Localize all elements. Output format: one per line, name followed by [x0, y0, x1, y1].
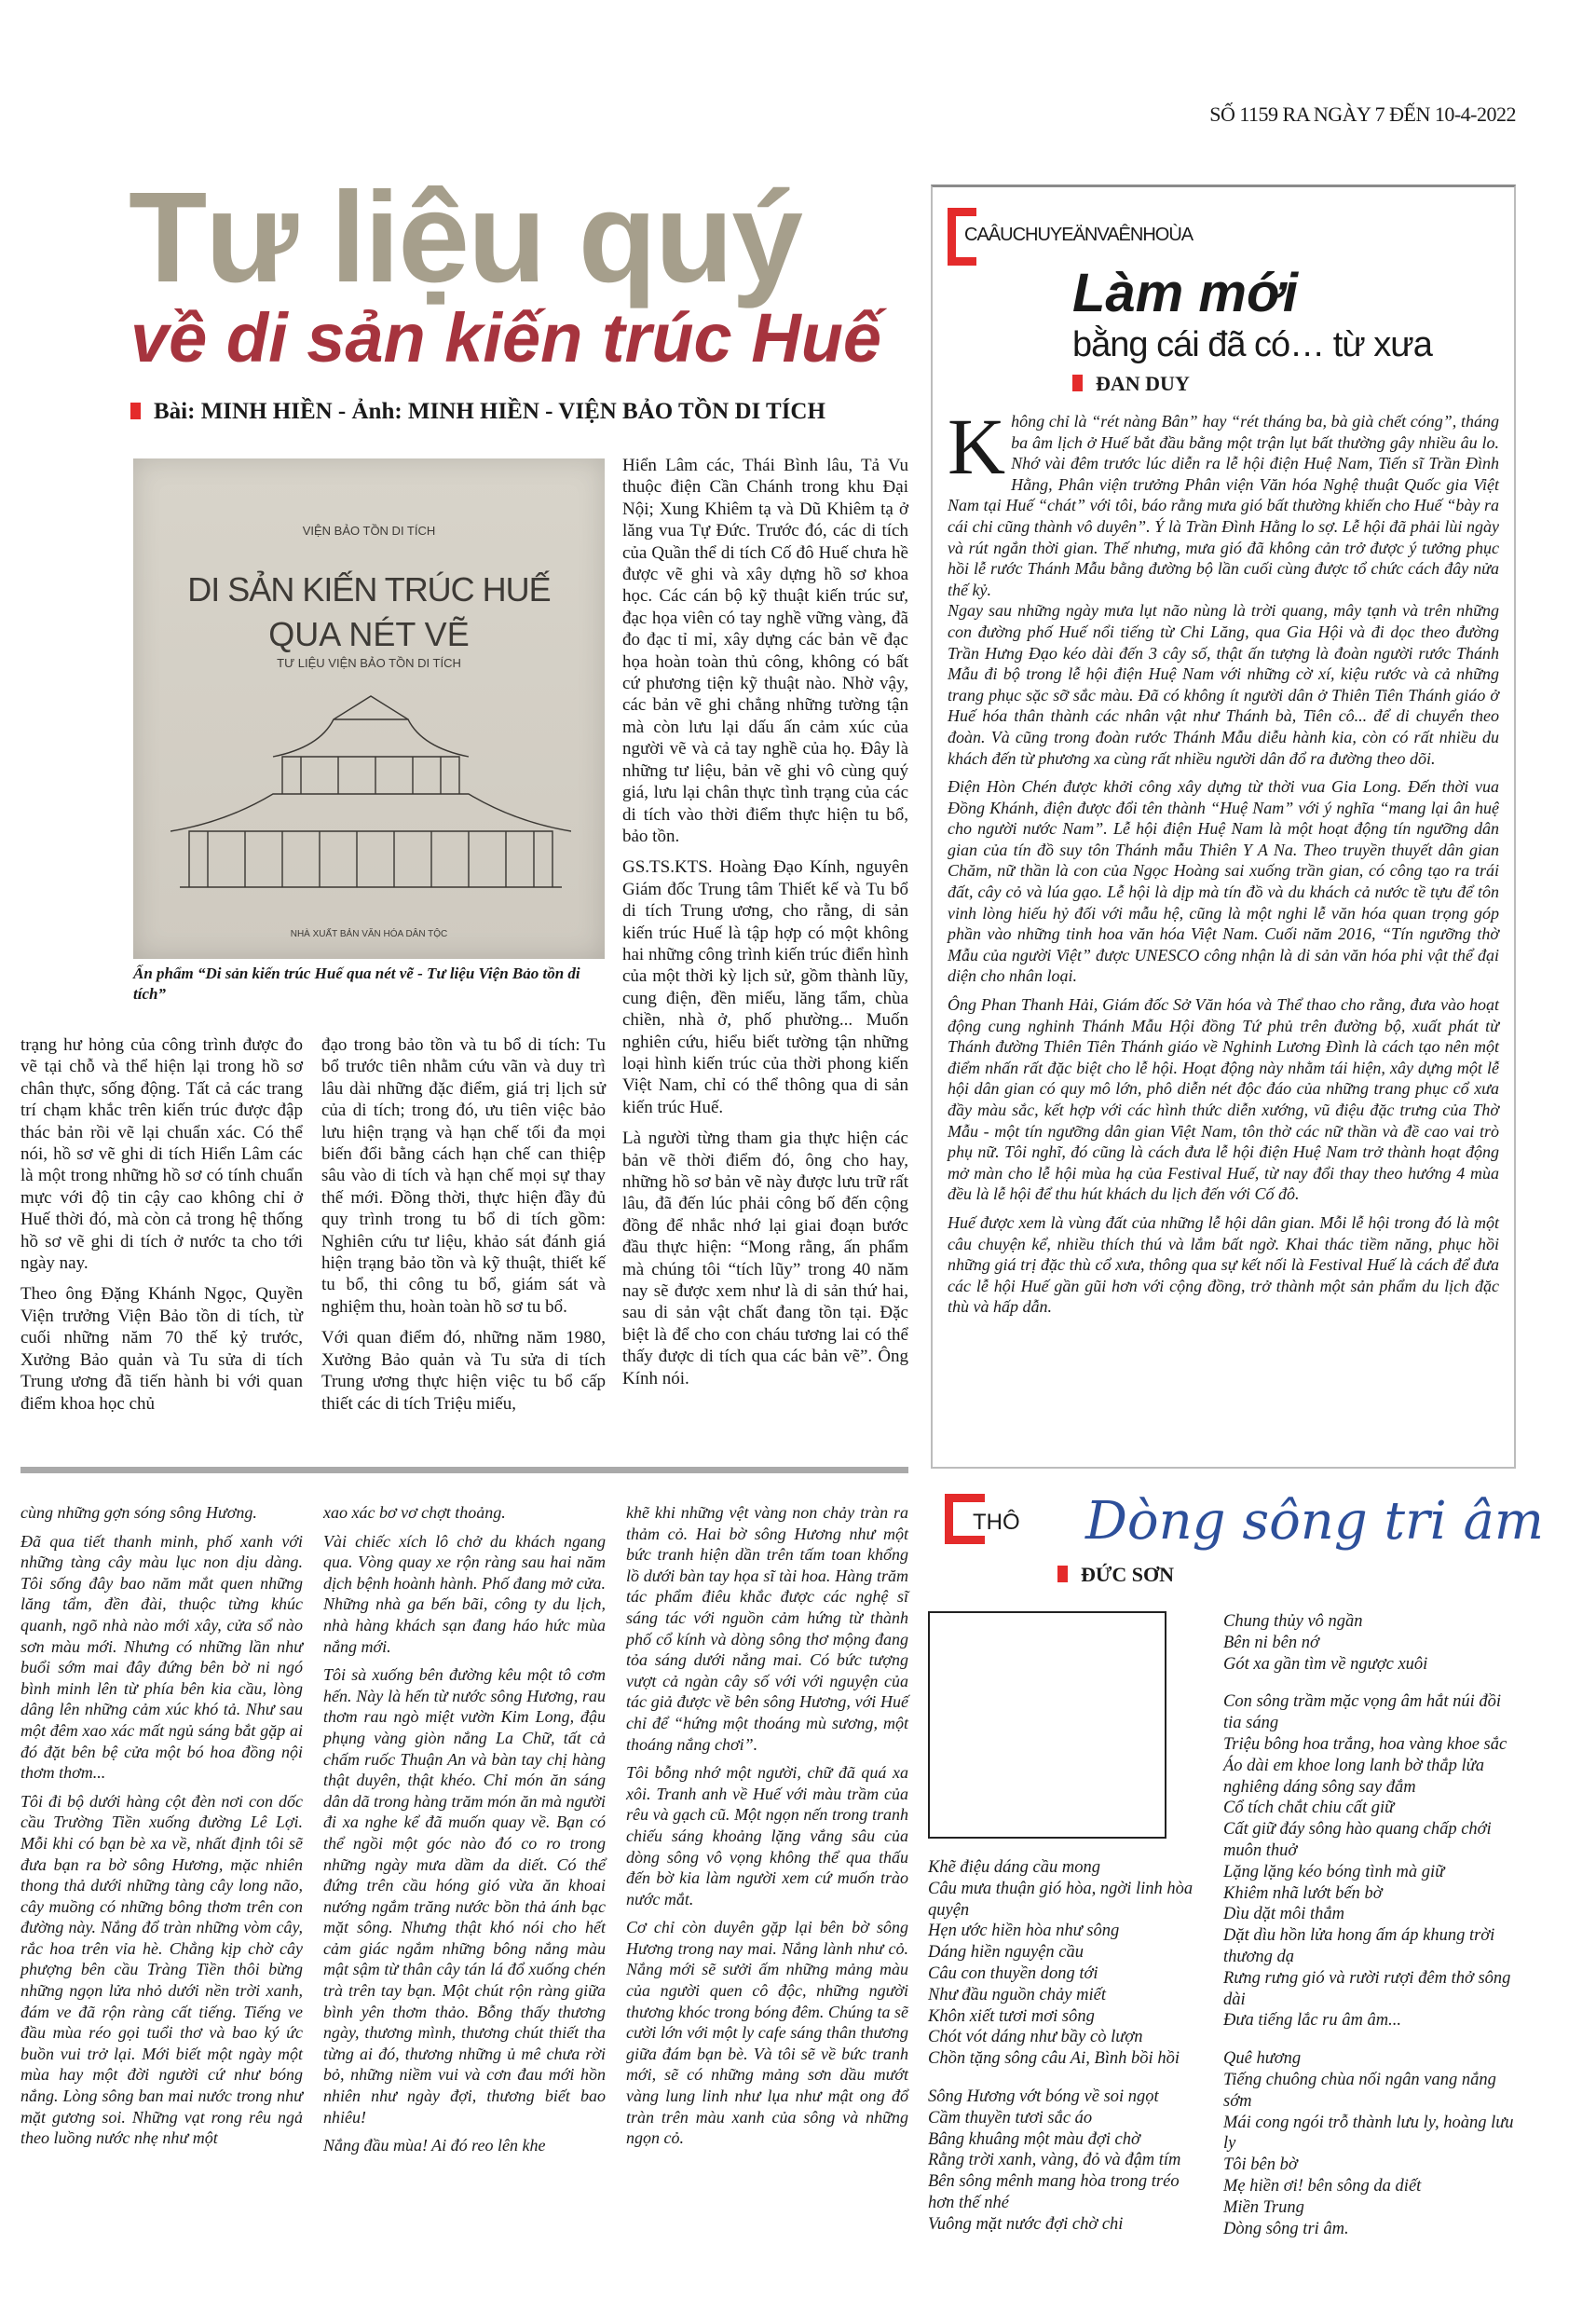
poem-section-label: THÔ [973, 1510, 1020, 1535]
paragraph: Đã qua tiết thanh minh, phố xanh với những tàng cây màu lục non dịu dàng. Tôi sống đây bao năm mắt quen những lăng tẩm, đền đài, thuộc từng khúc quanh, ngõ nhà nào mới xây, cửa sổ nào sơn màu mới. Nhưng có những lần như buổi sớm mai đây đứng bên bờ ni ngó bình minh lên từ phía bên kia cầu, lòng dâng lên những cảm xúc khó tả. Như sau một đêm xao xác mất ngủ sáng bắt gặp ai đó đặt bên bệ cửa một bó hoa đồng nội thơm thơm... [20, 1531, 303, 1783]
essay-column-2 [323, 1502, 606, 2164]
poem-line: Bên ni bên nớ [1223, 1633, 1319, 1652]
byline-text: Bài: MINH HIỀN - Ảnh: MINH HIỀN - VIỆN BẢO TỒN DI TÍCH [154, 399, 825, 424]
paragraph: Tôi đi bộ dưới hàng cột đèn nơi con dốc cầu Trường Tiền xuống đường Lê Lợi. Mỗi khi có bạn bè xa về, nhất định tôi sẽ đưa bạn ra bờ sông Hương, mặc nhiên thong thả dưới những tàng cây long não, cây muồng có những bông thơm trên con đường này. Nắng đổ tràn những vòm cây, rắc hoa trên vỉa hè. Chẳng kịp chờ cây phượng bên cầu Tràng Tiền thôi bừng những ngọn lửa nhỏ dưới nền trời xanh, đám ve đã rộn ràng cất tiếng. Tiếng ve đầu mùa réo gọi tuổi thơ và bao ký ức buồn vui trở lại. Mới biết một ngày một mùa hay một đời người cứ như bóng nắng. Lòng sông ban mai nước trong như mặt gương soi. Những vạt rong rêu ngả theo luồng nước nhẹ như một [20, 1791, 303, 2148]
paragraph: Ông Phan Thanh Hải, Giám đốc Sở Văn hóa và Thể thao cho rằng, đưa vào hoạt động cung nghinh Thánh Mẫu Hội đồng Tứ phủ trên đường bộ, xuất phát từ Thánh đường Thiên Tiên Thánh giáo về Nghinh Lương Đình là cách tạo nên một điểm nhấn rất đặc biệt cho lễ hội. Hoạt động này nhằm tái hiện, xây dựng một lễ hội dân gian có quy mô lớn, phô diễn nét độc đáo của những trang phục cổ xưa đầy màu sắc, kết hợp với các hình thức diễn xướng, vũ điệu đặc trưng của Thờ Mẫu - một tín ngưỡng dân gian Việt Nam, tôn thờ các nữ thần và đề cao vai trò phụ nữ. Tôi nghĩ, đó cũng là cách đưa lễ hội điện Huệ Nam trở thành hoạt động mở màn cho lễ hội mùa hạ của Festival Huế, từ nay đổi thay theo hướng 4 mùa đều là lễ hội để thu hút khách du lịch đến với Cố đô. [948, 995, 1499, 1204]
poem-line: Dìu dặt môi thắm [1223, 1905, 1345, 1924]
poem-line: Đưa tiếng lắc ru âm âm... [1223, 2011, 1401, 2031]
poem-line: Dáng hiền nguyện cầu [928, 1943, 1084, 1963]
paragraph: Tôi bỗng nhớ một người, chữ đã quá xa xôi. Tranh anh về Huế với màu trầm của rêu và gạch cũ. Một ngọn nến trong tranh chiếu sáng khoảng lặng vắng sâu của dòng sông vô vọng không thể qua thấu đến bờ kia làm người xem cứ muốn trào nước mắt. [626, 1763, 908, 1908]
poem-line: Câu con thuyền dong tới [928, 1963, 1098, 1983]
paragraph: trạng hư hỏng của công trình được đo vẽ tại chỗ và thể hiện lại trong hồ sơ chân thực, sống động. Tất cả các trang trí chạm khắc trên kiến trúc được đập thác bản rồi vẽ lại chuẩn xác. Có thể nói, hồ sơ vẽ ghi di tích Hiển Lâm các là một trong những hồ sơ có tính chuẩn mực với độ tin cậy cao không chỉ ở Huế thời đó, mà còn cả trong hệ thống hồ sơ vẽ ghi di tích ở nước ta cho tới ngày nay. [20, 1035, 303, 1274]
poem-line: Như đầu nguồn chảy miết [928, 1985, 1106, 2004]
poem-line: Con sông trầm mặc vọng âm hắt núi đồi tia sáng [1223, 1692, 1502, 1733]
paragraph: Tôi sà xuống bên đường kêu một tô cơm hến. Này là hến từ nước sông Hương, rau thơm rau ngò miệt vườn Kim Long, đậu phụng vàng giòn nắng La Chữ, tất cả chấm ruốc Thuận An và bàn tay chị hàng thật duyên, thật khéo. Chỉ món ăn sáng dân dã trong hàng trăm món ăn mà người đi xa nghe kể đã muốn quay về. Bạn có thể ngồi một góc nào đó co ro trong những ngày mưa dầm da diết. Có thể đứng trên cầu hóng gió vừa ăn khoai nướng ngắm trăng nước bồn thả ánh bạc mặt sông. Nhưng thật khó nói cho hết cảm giác ngắm những bông nắng màu mật sậm từ thân cây tán lá đổ xuống chén trà trên tay bạn. Một chút rộn ràng giữa bình yên thơm thảo. Bỗng thấy thương ngày, thương mình, thương chút thiết tha từng ai đó, thương những ủ mê chưa rời bỏ, những niềm vui và cơn đau mới hồn nhiên như ngày đợi, thương biết bao nhiêu! [323, 1665, 606, 2127]
paragraph: Huế được xem là vùng đất của những lễ hội dân gian. Mỗi lễ hội trong đó là một câu chuyện kể, nhiều thích thú và lắm bất ngờ. Khai thác tiềm năng, phục hồi những giá trị đặc thù cổ xưa, thông qua sự kết nối là Festival Huế là cách để đưa các lễ hội Huế gần gũi hơn với cộng đồng, trở thành một sản phẩm du lịch đặc thù và hấp dẫn. [948, 1212, 1499, 1317]
poem-line: Tôi bên bờ [1223, 2155, 1298, 2175]
poem-line: Cổ tích chắt chiu cất giữ [1223, 1799, 1395, 1818]
article-column-3 [622, 455, 908, 1399]
bullet-square-icon [1057, 1566, 1068, 1582]
poem-line: Triệu bông hoa trắng, hoa vàng khoe sắc [1223, 1734, 1507, 1754]
book-publisher-top: VIỆN BẢO TỒN DI TÍCH [302, 524, 436, 538]
poem-line: Rưng rưng gió và rười rượi đêm thở sông dài [1223, 1968, 1511, 2009]
paragraph: Cơ chỉ còn duyên gặp lại bên bờ sông Hương trong nay mai. Nắng lành như cỏ. Nắng mới sẽ sưởi ấm những mảng màu của người quen cô độc, những người thương khóc trong bóng đêm. Chúng ta sẽ cười lớn với một ly cafe sáng thân thương giữa đám bạn bè. Và tôi sẽ về bức tranh mới, sẽ có những mảng sơn dầu mướt vàng lung linh như lụa như mật ong đổ tràn trên màu xanh của sông và những ngọn cỏ. [626, 1918, 908, 2148]
poem-line: Miền Trung [1223, 2197, 1304, 2217]
article-title: Tư liệu quý [129, 166, 801, 309]
poem-line: Khiêm nhã lướt bến bờ [1223, 1883, 1383, 1903]
stanza-gap [928, 2070, 1204, 2086]
section-label: CAÂUCHUYEÄNVAÊNHOÙA [964, 225, 1194, 245]
poem-right-column [1223, 1611, 1518, 2239]
poem-line: Bâng khuâng một màu đợi chờ [928, 2129, 1140, 2149]
stanza-gap [1223, 1675, 1518, 1691]
poem-line: Dặt dìu hồn lửa hong ấm áp khung trời thương dạ [1223, 1926, 1495, 1966]
paragraph: Là người từng tham gia thực hiện các bản vẽ thời điểm đó, ông cho hay, những hồ sơ bản vẽ này được lưu trữ rất lâu, đã đến lúc phải công bố đến cộng đồng để nhắc nhớ lại giai đoạn bước đầu thực hiện: “Mong rằng, ấn phẩm mà chúng tôi “tích lũy” trong 40 năm nay sẽ được xem như là di sản thứ hai, sau di sản vật chất đang tồn tại. Đặc biệt là để cho con cháu tương lai có thể thấy được di tích qua các bản vẽ”. Ông Kính nói. [622, 1129, 908, 1389]
issue-date: SỐ 1159 RA NGÀY 7 ĐẾN 10-4-2022 [1209, 103, 1516, 126]
paragraph: đạo trong bảo tồn và tu bổ di tích: Tu bổ trước tiên nhằm cứu vãn và duy trì lâu dài những đặc điểm, giá trị lịch sử của di tích; trong đó, ưu tiên việc bảo lưu hiện trạng và hạn chế tối đa mọi biến đổi bằng cách hạn chế can thiệp sâu vào di tích và hạn chế mọi sự thay thế mới. Đồng thời, thực hiện đầy đủ quy trình trong tu bổ di tích gồm: Nghiên cứu tư liệu, khảo sát đánh giá hiện trạng bảo tồn và kỹ thuật, thiết kế tu bổ, thi công tu bổ, giám sát và nghiệm thu, hoàn toàn hồ sơ tu bổ. [321, 1035, 606, 1317]
article-byline [130, 399, 825, 425]
bullet-square-icon [1072, 375, 1083, 391]
book-publisher-bottom: NHÀ XUẤT BẢN VĂN HÓA DÂN TỘC [290, 929, 448, 939]
poem-line: Cầm thuyền tươi sắc áo [928, 2108, 1093, 2127]
paragraph: Nắng đầu mùa! Ai đó reo lên khe [323, 2136, 546, 2155]
book-title-2: QUA NÉT VẼ [268, 615, 470, 653]
author-name: ĐAN DUY [1096, 372, 1190, 395]
poem-line: Khôn xiết tươi mơi sông [928, 2006, 1095, 2026]
poem-line: Chồn tặng sông câu Ai, Bình bồi hồi [928, 2049, 1180, 2069]
paragraph: Với quan điểm đó, những năm 1980, Xưởng Bảo quản và Tu sửa di tích Trung ương thực hiện việc tu bổ cấp thiết các di tích Triệu miếu, [321, 1328, 606, 1414]
poem-line: Rằng trời xanh, vàng, đỏ và đậm tím [928, 2151, 1181, 2170]
article-column-2 [321, 1034, 606, 1424]
article-subtitle: về di sản kiến trúc Huế [130, 299, 882, 376]
poem-image-placeholder [928, 1611, 1166, 1839]
paragraph: Theo ông Đặng Khánh Ngọc, Quyền Viện trưởng Viện Bảo tồn di tích, từ cuối những năm 70 thế kỷ trước, Xưởng Bảo quản và Tu sửa di tích Trung ương đã tiến hành bi với quan điểm khoa học chủ [20, 1284, 303, 1414]
poem-line: Sông Hương vớt bóng về soi ngọt [928, 2086, 1159, 2106]
paragraph: xao xác bơ vơ chợt thoảng. [323, 1503, 506, 1522]
poem-line: Hẹn ước hiền hòa như sông [928, 1922, 1120, 1941]
paragraph: Điện Hòn Chén được khởi công xây dựng từ thời vua Gia Long. Đến thời vua Đồng Khánh, điện được đổi tên thành “Huệ Nam” với ý nghĩa “mang lại ân huệ cho người nước Nam”. Lễ hội điện Huệ Nam là một hoạt động tín ngưỡng dân gian của tín đồ suy tôn Thánh mẫu Thiên Y A Na. Theo truyền thuyết dân gian Chăm, nữ thần là con của Ngọc Hoàng sai xuống trần gian, có công tạo ra trái đất, cây cỏ và lúa gạo. Lễ hội là dịp mà tín đồ và du khách cả nước tề tựu để tôn vinh lòng hiếu hỷ đối với mẫu hệ, cũng là một nghi lễ văn hóa quan trọng góp phần vào những tinh hoa văn hóa Việt Nam. Cuối năm 2016, “Tín ngưỡng thờ Mẫu của người Việt” được UNESCO công nhận là di sản văn hóa phi vật thể đại diện cho nhân loại. [948, 777, 1499, 986]
poem-author [1057, 1563, 1174, 1587]
bullet-square-icon [130, 403, 141, 419]
building-drawing-icon [171, 691, 571, 906]
sidebar-paragraphs [948, 402, 1499, 1318]
photo-caption: Ấn phẩm “Di sản kiến trúc Huế qua nét vẽ - Tư liệu Viện Bảo tồn di tích” [133, 964, 580, 1003]
paragraph: Ngay sau những ngày mưa lụt não nùng là trời quang, mây tạnh và trên những con đường phố Huế nổi tiếng từ Chi Lăng, qua Gia Hội và đi dọc theo đường Trần Hưng Đạo kéo dài đến 3 cây số, thật ấn tượng là đoàn người rước Thánh Mẫu đi bộ trong lễ hội điện Huệ Nam với những cờ xí, kiệu rước và cả những trang phục sặc sỡ sắc màu. Đã có không ít người dân ở Thiên Tiên Thánh giáo ở Huế hóa thân thành các nhân vật như Thánh bà, Tiên cô... để di chuyển theo đoàn. Và cũng trong đoàn rước Thánh Mẫu diễu hành kia, còn có rất nhiều du khách đến từ phương xa cùng rất nhiều người dân đổ ra đường theo dõi. [948, 601, 1499, 768]
poem-line: Chót vót dáng như bầy cò lượn [928, 2028, 1143, 2047]
essay-column-1 [20, 1502, 303, 2156]
poem-line: Bên sông mênh mang hòa trong tréo hơn thế nhé [928, 2172, 1180, 2212]
poem-line: Chung thủy vô ngần [1223, 1612, 1363, 1631]
stanza-gap [1223, 2032, 1518, 2048]
poem-line: Khẽ điệu dáng cầu mong [928, 1858, 1100, 1877]
sidebar-feature-box [931, 185, 1516, 1469]
paragraph: Hiển Lâm các, Thái Bình lâu, Tả Vu thuộc điện Cần Chánh trong khu Đại Nội; Xung Khiêm tạ và Dũ Khiêm tạ ở lăng vua Tự Đức. Trước đó, các di tích của Quần thể di tích Cố đô Huế chưa hề được vẽ ghi và xây dựng hồ sơ khoa học. Các cán bộ kỹ thuật kiến trúc sư, đạc họa viên có tay nghề vững vàng, đã đo đạc tỉ mỉ, xây dựng các bản vẽ đạc họa hoàn toàn thủ công, không có bất cứ phương tiện kỹ thuật nào. Nhờ vậy, các bản vẽ ghi chẳng những tường tận mà còn lưu lại dấu ấn cảm xúc của người vẽ và cả tay nghề của họ. Đây là những tư liệu, bản vẽ ghi vô cùng quý giá, lưu lại chân thực tình trạng của các di tích vào thời điểm thực hiện tu bổ, bảo tồn. [622, 456, 908, 846]
sidebar-subtitle: bằng cái đã có… từ xưa [1072, 325, 1432, 364]
poem-line: Mái cong ngói trỗ thành lưu ly, hoàng lưu ly [1223, 2113, 1514, 2154]
poem-line: Áo dài em khoe long lanh bờ thắp lửa nghiêng dáng sông say đắm [1223, 1756, 1484, 1797]
poem-line: Tiếng chuông chùa nối ngân vang nắng sớm [1223, 2070, 1496, 2111]
poem-left-column [928, 1857, 1204, 2236]
book-subtitle: TƯ LIỆU VIỆN BẢO TỒN DI TÍCH [277, 656, 461, 670]
poem-line: Câu mưa thuận gió hòa, ngời linh hòa quyện [928, 1879, 1194, 1920]
paragraph: GS.TS.KTS. Hoàng Đạo Kính, nguyên Giám đốc Trung tâm Thiết kế và Tu bổ di tích Trung ương, cho rằng, di sản kiến trúc Huế là tập hợp có một không hai những công trình kiến trúc điển hình của một thời kỳ lịch sử, gồm thành lũy, cung điện, đền miếu, lăng tẩm, chùa chiền, nhà ở, phố phường... Muốn nghiên cứu, hiểu biết tường tận những loại hình kiến trúc của thời phong kiến Việt Nam, chỉ có thể thông qua di sản kiến trúc Huế. [622, 857, 908, 1117]
book-cover-photo [133, 458, 605, 959]
paragraph: khẽ khi những vệt vàng non chảy tràn ra thảm cỏ. Hai bờ sông Hương như một bức tranh hiện dần trên tấm toan khổng lồ dưới bàn tay họa sĩ tài hoa. Hàng trăm tác phẩm điêu khắc được các nghệ sĩ sáng tác với nguồn cảm hứng từ thành phố cổ kính và dòng sông thơ mộng đang tỏa sáng dưới nắng mai. Có bức tượng vượt cả ngàn cây số với với nguyện của tác giả được về bên sông Hương, với Huế chỉ để “hứng một thoáng mù sương, một thoáng nắng chơi”. [626, 1503, 908, 1754]
poem-line: Lặng lặng kéo bóng tình mà giữ [1223, 1862, 1445, 1881]
paragraph: cùng những gợn sóng sông Hương. [20, 1503, 257, 1522]
sidebar-body [948, 402, 1499, 1325]
drop-cap: K [948, 402, 1006, 491]
poem-author-name: ĐỨC SƠN [1081, 1563, 1175, 1586]
poem-line: Vuông mặt nước đợi chờ chi [928, 2214, 1124, 2234]
paragraph: Vài chiếc xích lô chở du khách ngang qua. Vòng quay xe rộn ràng sau hai năm dịch bệnh hoành hành. Phố đang mở cửa. Những nhà ga bến bãi, công ty du lịch, nhà hàng khách sạn đang háo hức mùa nắng mới. [323, 1531, 606, 1656]
book-title-1: DI SẢN KIẾN TRÚC HUẾ [187, 570, 551, 609]
poem-line: Gót xa gần tìm về ngược xuôi [1223, 1654, 1428, 1674]
sidebar-title: Làm mới [1072, 263, 1298, 323]
poem-line: Dòng sông tri âm. [1223, 2219, 1349, 2238]
sidebar-author [1072, 372, 1190, 396]
paragraph: hông chỉ là “rét nàng Bân” hay “rét tháng ba, bà già chết cóng”, tháng ba âm lịch ở Huế bắt đầu bằng một trận lụt bất thường gây nhiều âu lo. Nhớ vài đêm trước lúc diễn ra lễ hội điện Huệ Nam, Tiến sĩ Trần Đình Hằng, Phân viện trưởng Phân viện Văn hóa Nghệ thuật Quốc gia Việt Nam tại Huế “chát” với tôi, báo rằng mưa gió bất thường khiến cho Huế “bày ra cái chi cũng thành vô duyên”. Ý là Trần Đình Hằng lo sợ. Lễ hội đã phải lùi ngày và rút ngắn thời gian. Thế nhưng, mưa gió đã không cản trở được ý tưởng phục hồi lễ rước Thánh Mẫu bằng đường bộ lần cuối cùng được tổ chức cách đây nửa thế kỷ. [948, 412, 1499, 599]
poem-line: Quê hương [1223, 2049, 1302, 2069]
poem-line: Cất giữ đáy sông hào quang chấp chới muôn thuở [1223, 1820, 1492, 1860]
essay-column-3 [626, 1502, 908, 2156]
poem-title: Dòng sông tri âm [1085, 1491, 1544, 1552]
poem-line: Mẹ hiền ơi! bên sông da diết [1223, 2176, 1422, 2196]
article-column-1 [20, 1034, 303, 1424]
section-divider [20, 1467, 908, 1473]
